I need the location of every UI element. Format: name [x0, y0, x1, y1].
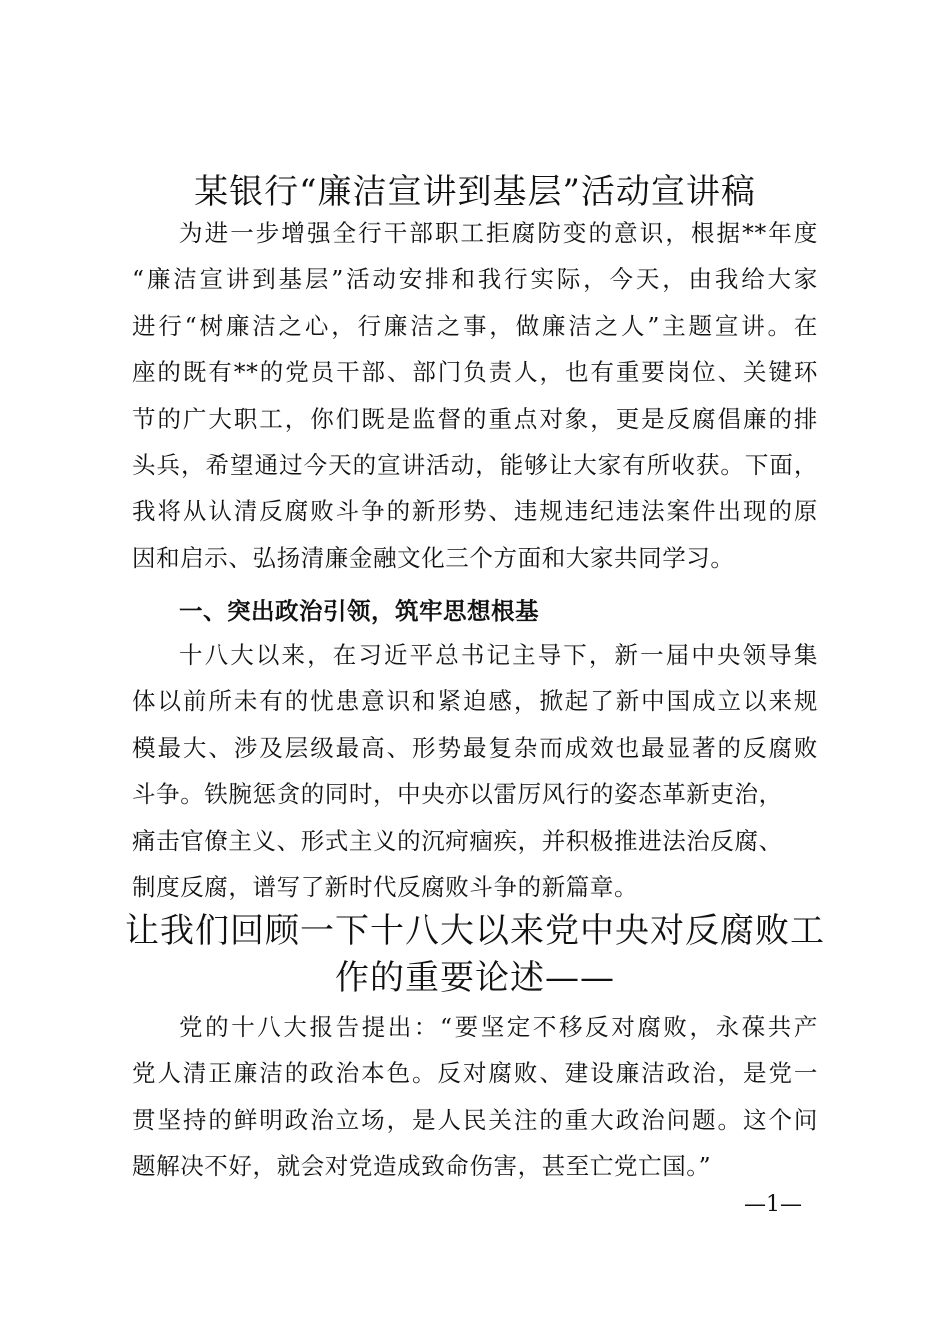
section-paragraph: [132, 632, 818, 910]
intro-line: 进行“树廉洁之心，行廉洁之事，做廉洁之人”主题宣讲。在: [132, 311, 818, 340]
section-line: 痛击官僚主义、形式主义的沉疴痼疾，并积极推进法治反腐、: [132, 826, 783, 855]
section-line: 体以前所未有的忧患意识和紧迫感，掀起了新中国成立以来规: [132, 687, 818, 716]
document-title: 某银行“廉洁宣讲到基层”活动宣讲稿: [194, 172, 756, 212]
review-heading: [125, 908, 825, 1002]
intro-line: 头兵，希望通过今天的宣讲活动，能够让大家有所收获。下面，: [132, 451, 818, 480]
quote-line: 党的十八大报告提出：“要坚定不移反对腐败，永葆共产: [179, 1013, 818, 1041]
quote-line: 党人清正廉洁的政治本色。反对腐败、建设廉洁政治，是党一: [132, 1059, 818, 1088]
intro-line: 座的既有**的党员干部、部门负责人，也有重要岗位、关键环: [132, 358, 818, 387]
review-heading-line: 让我们回顾一下十八大以来党中央对反腐败工: [125, 911, 825, 951]
section-line: 斗争。铁腕惩贪的同时，中央亦以雷厉风行的姿态革新吏治，: [132, 780, 783, 809]
quote-line: 贯坚持的鲜明政治立场，是人民关注的重大政治问题。这个问: [132, 1105, 818, 1134]
quote-line: 题解决不好，就会对党造成致命伤害，甚至亡党亡国。”: [132, 1152, 712, 1181]
intro-line: “廉洁宣讲到基层”活动安排和我行实际，今天，由我给大家: [132, 265, 818, 294]
section-line: 制度反腐，谱写了新时代反腐败斗争的新篇章。: [132, 873, 639, 902]
section-line: 十八大以来，在习近平总书记主导下，新一届中央领导集: [179, 641, 818, 669]
intro-paragraph: [132, 210, 818, 581]
section-heading: 一、突出政治引领，筑牢思想根基: [179, 597, 539, 625]
intro-line: 我将从认清反腐败斗争的新形势、违规违纪违法案件出现的原: [132, 497, 818, 526]
review-heading-line: 作的重要论述——: [335, 958, 615, 998]
intro-line: 为进一步增强全行干部职工拒腐防变的意识，根据**年度: [179, 219, 818, 247]
intro-line: 因和启示、弘扬清廉金融文化三个方面和大家共同学习。: [132, 543, 735, 572]
page-number: —1—: [744, 1192, 802, 1217]
section-line: 模最大、涉及层级最高、形势最复杂而成效也最显著的反腐败: [132, 733, 818, 762]
quote-paragraph: [132, 1004, 818, 1190]
intro-line: 节的广大职工，你们既是监督的重点对象，更是反腐倡廉的排: [132, 404, 818, 433]
